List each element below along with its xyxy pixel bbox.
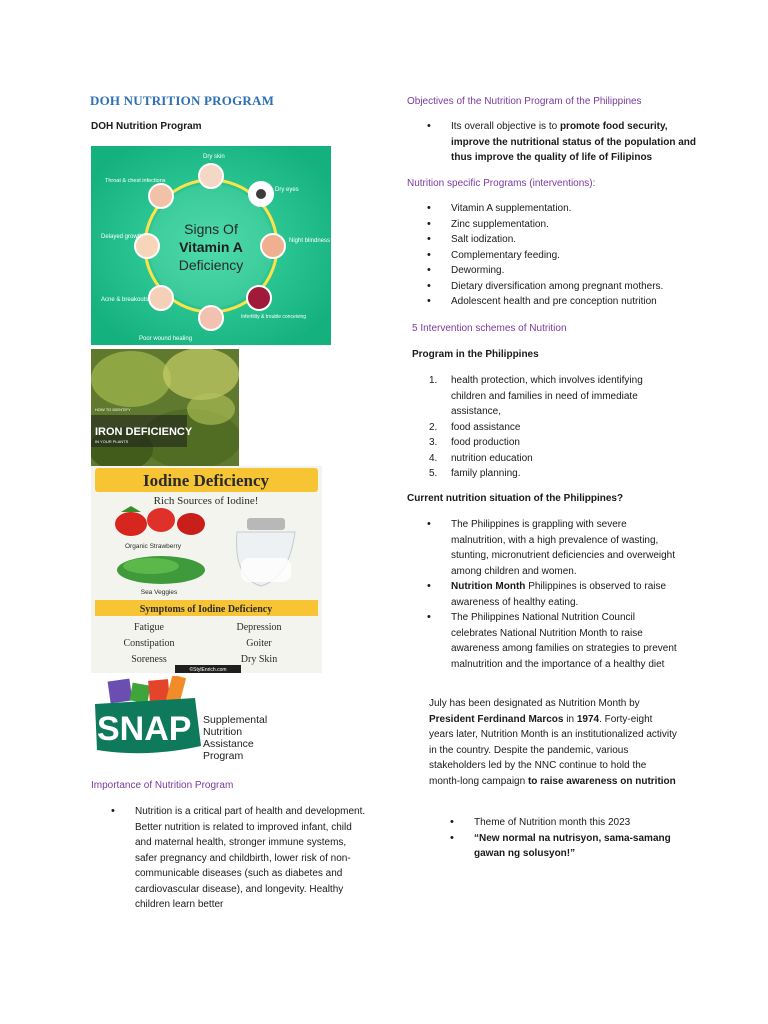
objective-pre: Its overall objective is to [451, 121, 560, 132]
theme-quote [430, 831, 680, 862]
scheme-item [407, 373, 667, 420]
july-paragraph [429, 696, 679, 789]
scheme-text: nutrition education [451, 452, 533, 464]
objective-bold: promote food security, improve the nutritional status of the population and thus improve the quality of life of Filipinos [451, 121, 696, 163]
iodine-deficiency-image [91, 466, 322, 673]
iodine-credit: ©StylEnrich.com [189, 667, 227, 673]
label-dry-skin: Dry skin [203, 154, 225, 160]
snap-logo [91, 676, 303, 766]
iodine-title: Iodine Deficiency [142, 471, 270, 490]
snap-logo-graphic [91, 676, 303, 766]
objective-item [407, 119, 697, 166]
july-text-1: July has been designated as Nutrition Month by [429, 698, 640, 709]
scheme-item [407, 435, 667, 451]
iodine-symptoms-title: Symptoms of Iodine Deficiency [139, 604, 273, 615]
scheme-text: family planning. [451, 468, 521, 479]
specific-program-item: • Vitamin A supplementation. [407, 201, 707, 217]
iodine-source-2: Sea Veggies [140, 589, 178, 596]
symptom-depression: Depression [236, 622, 282, 633]
theme-quote-text: “New normal na nutrisyon, sama-samang gawan ng solusyon!” [474, 832, 671, 859]
scheme-item [407, 420, 667, 436]
symptom-soreness: Soreness [131, 654, 167, 665]
page-title: DOH NUTRITION PROGRAM [90, 93, 275, 108]
symptom-dry-skin: Dry Skin [240, 654, 278, 665]
scheme-number: 3. [429, 437, 438, 448]
specific-program-item: • Adolescent health and pre conception nutrition [407, 294, 707, 310]
july-bold-year: 1974 [576, 713, 600, 725]
vitamin-a-deficiency-image [91, 146, 331, 345]
schemes-heading: 5 Intervention schemes of Nutrition [412, 323, 567, 334]
snap-line-1: Supplemental [203, 714, 268, 726]
iron-small-bottom: IN YOUR PLANTS [95, 439, 129, 444]
schemes-subheading: Program in the Philippines [412, 349, 539, 360]
importance-list [91, 804, 366, 913]
scheme-text: health protection, which involves identifying children and families in need of immediate assistance, [451, 375, 643, 417]
schemes-list [407, 373, 667, 482]
theme-list [430, 815, 680, 862]
scheme-item [407, 451, 667, 467]
snap-line-2: Nutrition [203, 726, 243, 738]
specific-programs-list [407, 201, 707, 310]
july-bold-president: President Ferdinand Marcos [429, 713, 564, 725]
vitamin-heading-2: Vitamin A [179, 239, 243, 255]
label-infertility: Infertility & trouble conceiving [241, 314, 307, 320]
label-dry-eyes: Dry eyes [275, 187, 299, 193]
snap-word: SNAP [97, 710, 192, 748]
label-throat-infections: Throat & chest infections [105, 178, 166, 184]
scheme-item [407, 466, 667, 482]
iodine-subtitle: Rich Sources of Iodine! [153, 495, 259, 507]
situation-heading: Current nutrition situation of the Philippines? [407, 493, 624, 504]
importance-text: • Nutrition is a critical part of health and development. Better nutrition is related to improved infant, child and maternal health, stronger immune systems, safer pregnancy and childbirth, lower risk of non-communicable diseases (such as diabetes and cardiovascular disease), and longevity. Healthy children learn better [91, 804, 366, 913]
situation-2-rest: Philippines is observed to raise awareness of healthy eating. [451, 581, 667, 608]
iodine-source-1: Organic Strawberry [125, 543, 181, 550]
july-text-3: . Forty-eight years later, Nutrition Month is an institutionalized activity in the country. Despite the pandemic, various stakeholders led by the NNC continue to hold the month-long campaign [429, 713, 677, 787]
iron-deficiency-image [91, 349, 239, 466]
vitamin-heading-1: Signs Of [184, 221, 238, 237]
vitamin-a-graphic [91, 146, 331, 345]
label-night-blindness: Night blindness [289, 238, 331, 244]
symptom-constipation: Constipation [123, 638, 175, 649]
specific-program-item: • Salt iodization. [407, 232, 707, 248]
specific-programs-heading: Nutrition specific Programs (interventions): [407, 178, 596, 189]
scheme-number: 2. [429, 421, 438, 433]
july-text-2: in [563, 713, 577, 725]
scheme-number: 4. [429, 452, 438, 464]
importance-heading: Importance of Nutrition Program [91, 780, 234, 791]
situation-item-1: • The Philippines is grappling with severe malnutrition, with a high prevalence of wasting, stunting, micronutrient deficiencies and overweight among children and women. [407, 517, 682, 579]
snap-line-3: Assistance [203, 738, 254, 750]
iodine-graphic [91, 466, 322, 673]
label-poor-wound-healing: Poor wound healing [139, 336, 193, 342]
iron-small-top: HOW TO IDENTIFY [95, 407, 131, 412]
situation-item-3: • The Philippines National Nutrition Council celebrates National Nutrition Month to raise awareness among families on strategies to prevent malnutrition and the importance of a healthy diet [407, 610, 682, 672]
scheme-number: 5. [429, 468, 438, 479]
specific-program-item: • Zinc supplementation. [407, 217, 707, 233]
snap-line-4: Program [203, 750, 244, 762]
scheme-text: food production [451, 437, 520, 448]
specific-program-item: • Complementary feeding. [407, 248, 707, 264]
theme-label: • Theme of Nutrition month this 2023 [430, 815, 680, 831]
situation-list [407, 517, 682, 672]
symptom-goiter: Goiter [246, 638, 272, 649]
specific-program-item: • Deworming. [407, 263, 707, 279]
situation-2-bold: Nutrition Month [451, 581, 526, 592]
objectives-heading: Objectives of the Nutrition Program of the Philippines [407, 96, 642, 107]
vitamin-heading-3: Deficiency [178, 257, 244, 273]
iron-heading: IRON DEFICIENCY [95, 426, 193, 438]
iron-graphic [91, 349, 239, 466]
specific-program-item: • Dietary diversification among pregnant mothers. [407, 279, 707, 295]
situation-item-2 [407, 579, 682, 610]
section-subtitle: DOH Nutrition Program [91, 121, 202, 132]
symptom-fatigue: Fatigue [134, 622, 164, 633]
scheme-number: 1. [429, 375, 438, 386]
label-delayed-growth: Delayed growth [101, 234, 143, 240]
scheme-text: food assistance [451, 421, 521, 433]
july-bold-awareness: to raise awareness on nutrition [527, 775, 676, 787]
objectives-list [407, 119, 697, 166]
label-acne: Acne & breakouts [101, 297, 149, 303]
